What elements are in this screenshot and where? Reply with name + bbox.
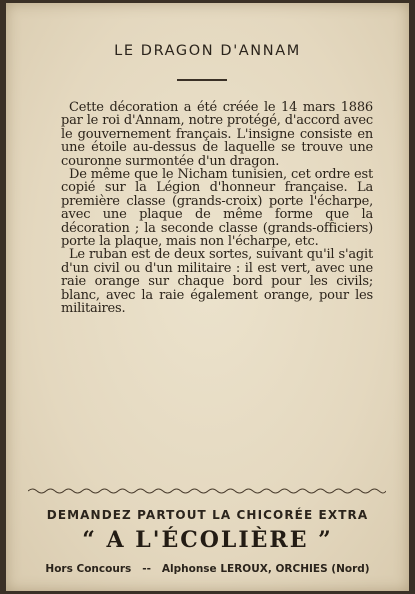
trade-card <box>6 3 409 591</box>
maker-name: Alphonse LEROUX, ORCHIES (Nord) <box>161 563 370 575</box>
paragraph-3: Le ruban est de deux sortes, suivant qu'il s'agit d'un civil ou d'un militaire : il est vert, avec une raie orange sur chaque bord pour les civils; blanc, avec la raie également orange, pour les militaires. <box>61 247 373 317</box>
advert-line: DEMANDEZ PARTOUT LA CHICORÉE EXTRA <box>46 508 369 522</box>
paragraph-1: Cette décoration a été créée le 14 mars 1886 par le roi d'Annam, notre protégé, d'accord avec le gouvernement français. L'insigne consiste en une étoile au-dessus de laquelle se trouve une couronne surmontée d'un dragon. <box>61 100 373 169</box>
brand-name: “ A L'ÉCOLIÈRE ” <box>82 527 333 553</box>
separator: -- <box>142 563 151 575</box>
maker-line <box>6 563 409 575</box>
paragraph-2: De même que le Nicham tunisien, cet ordre est copié sur la Légion d'honneur française. La première classe (grands-croix) porte l'écharpe, avec une plaque de même forme que la décoration ; la seconde classe (grands-officiers) porte la plaque, mais non l'écharpe, etc. <box>61 167 373 250</box>
hors-concours-label: Hors Concours <box>45 563 132 575</box>
wavy-divider <box>28 487 386 495</box>
title-rule <box>177 79 227 81</box>
card-title: LE DRAGON D'ANNAM <box>114 43 301 59</box>
body-text <box>61 101 373 316</box>
